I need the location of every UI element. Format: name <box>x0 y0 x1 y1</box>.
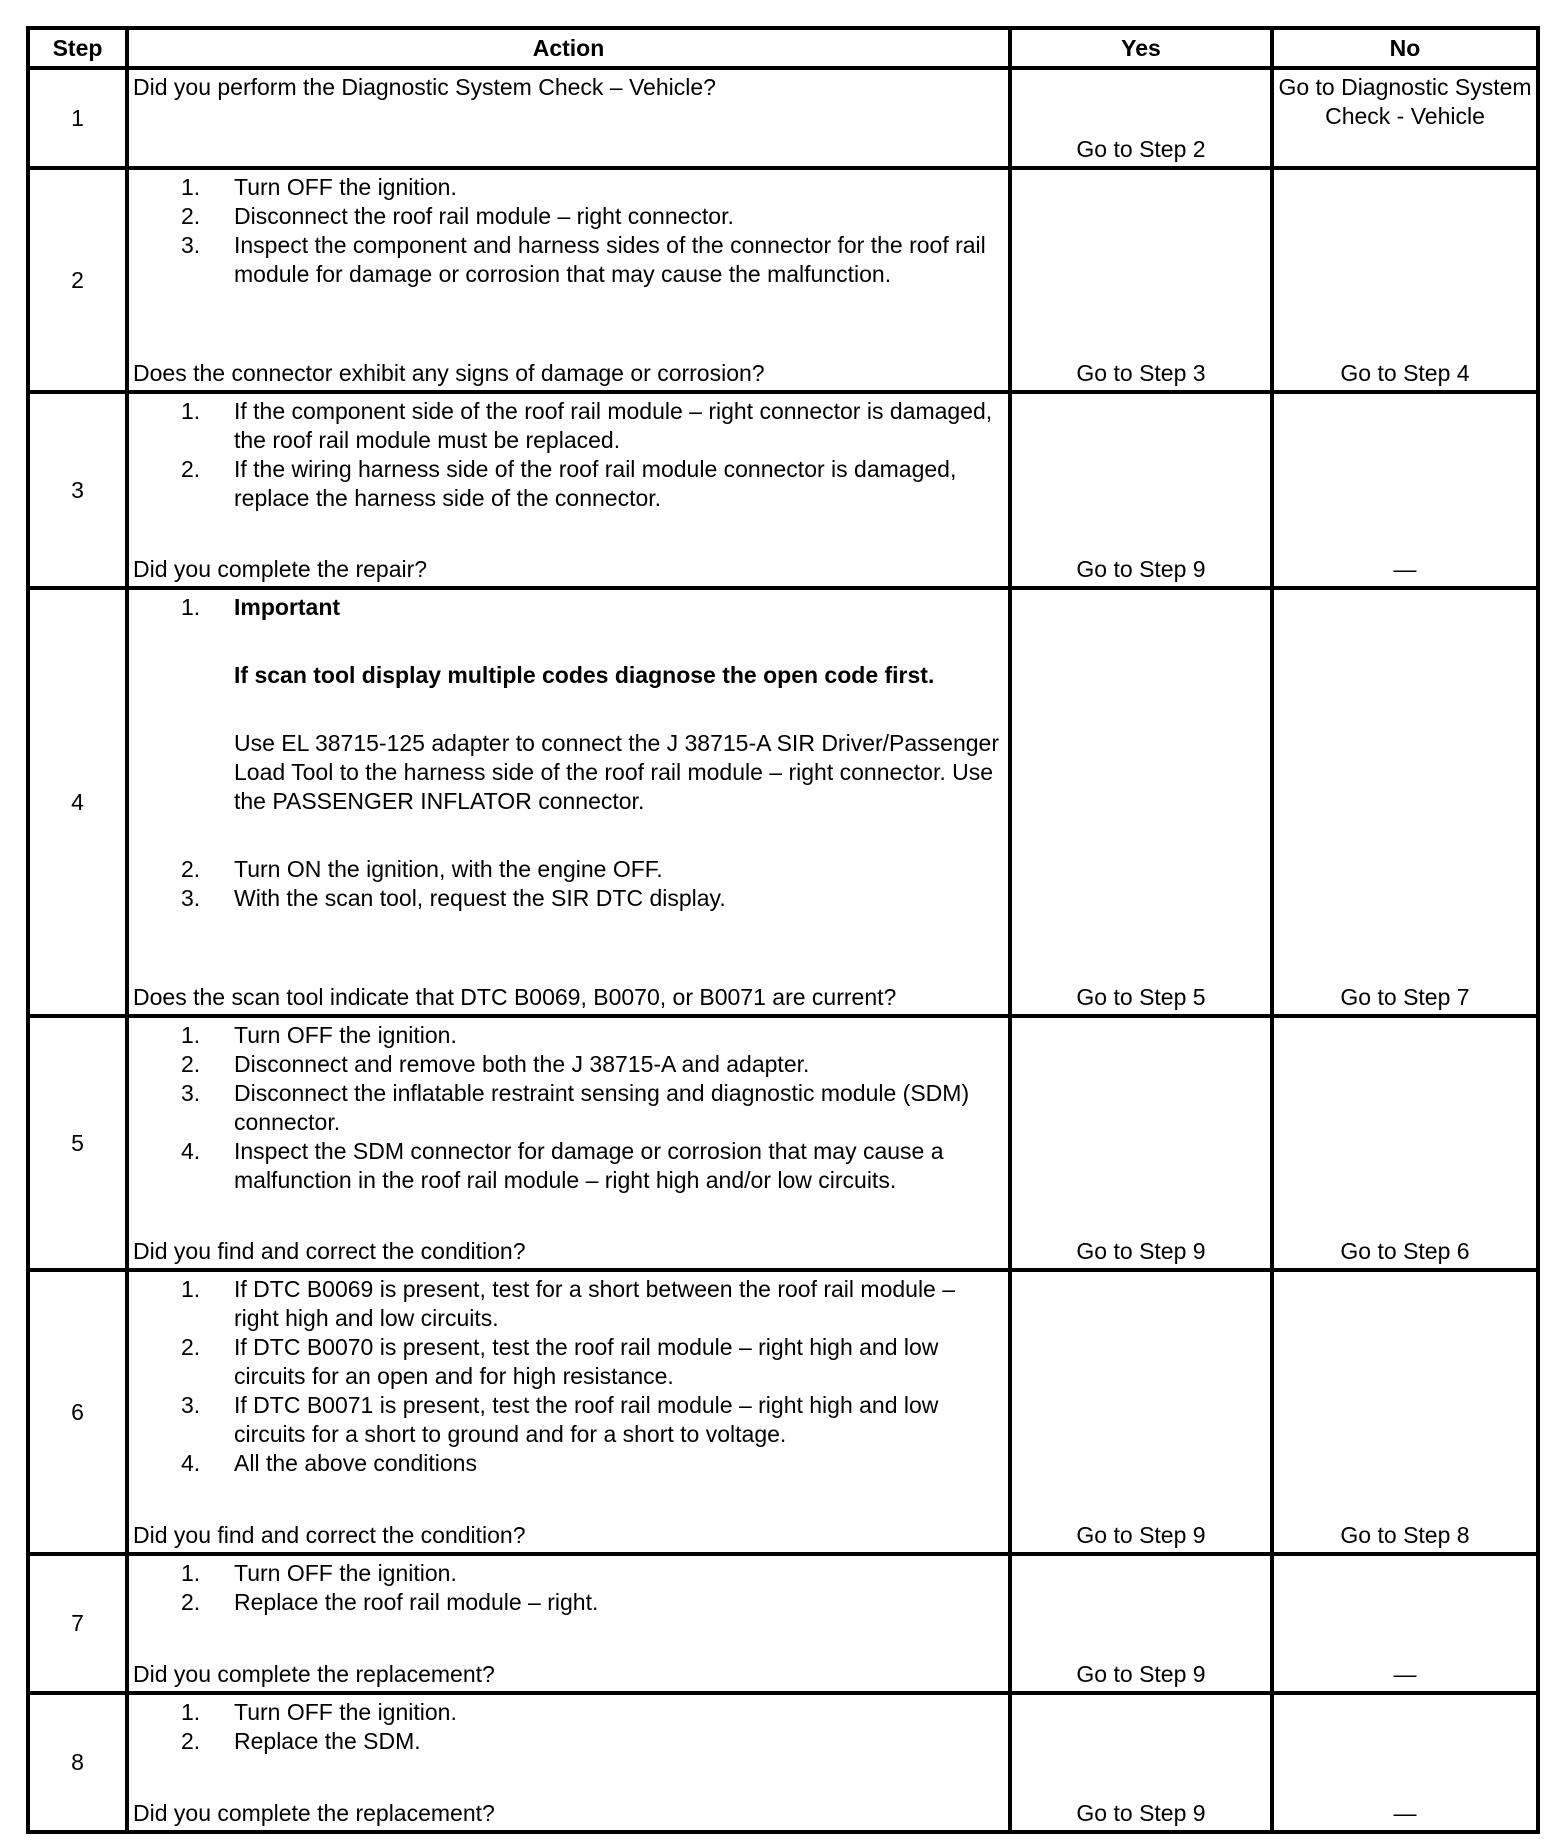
list-item: 2. Disconnect the roof rail module – right connector. <box>181 203 734 229</box>
no-dash: — <box>1393 556 1417 582</box>
table-row <box>28 68 1538 168</box>
list-item: 4. All the above conditions <box>181 1450 477 1476</box>
yes-cell <box>1010 392 1272 588</box>
list-item: 3. Inspect the component and harness sides of the connector for the roof rail module for damage or corrosion that may cause the malfunction. <box>181 232 986 287</box>
list-item: 2. Replace the roof rail module – right. <box>181 1589 599 1615</box>
list-item: 1. Turn OFF the ignition. <box>181 174 457 200</box>
no-link[interactable]: Go to Diagnostic System Check - Vehicle <box>1278 74 1532 129</box>
action-cell <box>127 1270 1010 1554</box>
list-item: 2. Turn ON the ignition, with the engine OFF. <box>181 856 663 882</box>
no-cell <box>1272 168 1538 392</box>
no-link[interactable]: Go to Step 6 <box>1340 1238 1470 1264</box>
step-list <box>133 397 1004 513</box>
no-cell <box>1272 1016 1538 1270</box>
list-item: 1. Turn OFF the ignition. <box>181 1560 457 1586</box>
step-list <box>133 1021 1004 1195</box>
no-cell <box>1272 68 1538 168</box>
step-number: 6 <box>28 1270 127 1554</box>
question-text: Does the connector exhibit any signs of damage or corrosion? <box>133 360 765 386</box>
list-item: 2. If DTC B0070 is present, test the roof rail module – right high and low circuits for an open and for high resistance. <box>181 1334 939 1389</box>
table-row <box>28 1016 1538 1270</box>
no-cell <box>1272 1693 1538 1832</box>
no-dash: — <box>1393 1800 1417 1826</box>
table-row <box>28 1270 1538 1554</box>
no-dash: — <box>1393 1661 1417 1687</box>
list-item: 3. If DTC B0071 is present, test the roof rail module – right high and low circuits for a short to ground and for a short to voltage. <box>181 1392 939 1447</box>
header-step: Step <box>28 28 127 68</box>
question-text: Did you find and correct the condition? <box>133 1522 526 1548</box>
yes-cell <box>1010 1554 1272 1693</box>
question-text: Did you complete the replacement? <box>133 1661 495 1687</box>
list-item: 1. If the component side of the roof rail module – right connector is damaged, the roof rail module must be replaced. <box>181 398 993 453</box>
yes-cell <box>1010 1270 1272 1554</box>
list-item: 1. Turn OFF the ignition. <box>181 1022 457 1048</box>
yes-cell <box>1010 1016 1272 1270</box>
no-link[interactable]: Go to Step 4 <box>1340 360 1470 386</box>
yes-link[interactable]: Go to Step 9 <box>1076 1800 1206 1826</box>
header-yes: Yes <box>1010 28 1272 68</box>
table-row <box>28 392 1538 588</box>
no-link[interactable]: Go to Step 8 <box>1340 1522 1470 1548</box>
action-cell <box>127 168 1010 392</box>
table-row <box>28 588 1538 1016</box>
action-cell <box>127 588 1010 1016</box>
step-list <box>133 173 1004 289</box>
important-heading: Important <box>234 594 341 620</box>
yes-cell <box>1010 168 1272 392</box>
yes-cell <box>1010 588 1272 1016</box>
table-row <box>28 1554 1538 1693</box>
question-text: Did you find and correct the condition? <box>133 1238 526 1264</box>
action-cell <box>127 1554 1010 1693</box>
list-item: 2. Disconnect and remove both the J 38715-A and adapter. <box>181 1051 810 1077</box>
yes-link[interactable]: Go to Step 3 <box>1076 360 1206 386</box>
no-cell <box>1272 1270 1538 1554</box>
no-cell <box>1272 1554 1538 1693</box>
step-number: 4 <box>28 588 127 1016</box>
table-row <box>28 1693 1538 1832</box>
no-link[interactable]: Go to Step 7 <box>1340 984 1470 1010</box>
action-cell <box>127 1016 1010 1270</box>
yes-link[interactable]: Go to Step 9 <box>1076 1522 1206 1548</box>
step-number: 8 <box>28 1693 127 1832</box>
yes-cell <box>1010 1693 1272 1832</box>
step-number: 3 <box>28 392 127 588</box>
yes-link[interactable]: Go to Step 5 <box>1076 984 1206 1010</box>
question-text: Did you perform the Diagnostic System Check – Vehicle? <box>133 74 716 100</box>
no-cell <box>1272 588 1538 1016</box>
step-list <box>133 1275 1004 1478</box>
list-item: 1. Turn OFF the ignition. <box>181 1699 457 1725</box>
step-number: 1 <box>28 68 127 168</box>
question-text: Did you complete the repair? <box>133 556 428 582</box>
header-action: Action <box>127 28 1010 68</box>
action-cell <box>127 392 1010 588</box>
list-item: 1. Important If scan tool display multiple codes diagnose the open code first. Use EL 38715-125 adapter to connect the J 38715-A SIR Driver/Passenger Load Tool to the harness side of the roof rail module – right connector. Use the PASSENGER INFLATOR connector. <box>133 593 1004 855</box>
list-item: 3. With the scan tool, request the SIR DTC display. <box>181 885 726 911</box>
yes-link[interactable]: Go to Step 9 <box>1076 1238 1206 1264</box>
step-list <box>133 1559 1004 1617</box>
header-no: No <box>1272 28 1538 68</box>
important-body: Use EL 38715-125 adapter to connect the J 38715-A SIR Driver/Passenger Load Tool to the harness side of the roof rail module – right connector. Use the PASSENGER INFLATOR connector. <box>234 730 999 814</box>
step-list <box>133 593 1004 913</box>
list-item: 3. Disconnect the inflatable restraint sensing and diagnostic module (SDM) connector. <box>181 1080 970 1135</box>
list-item: 1. If DTC B0069 is present, test for a short between the roof rail module – right high and low circuits. <box>181 1276 956 1331</box>
diagnostic-table <box>26 26 1540 1834</box>
step-number: 5 <box>28 1016 127 1270</box>
list-item: 2. Replace the SDM. <box>181 1728 421 1754</box>
step-number: 7 <box>28 1554 127 1693</box>
action-cell <box>127 68 1010 168</box>
no-cell <box>1272 392 1538 588</box>
question-text: Does the scan tool indicate that DTC B0069, B0070, or B0071 are current? <box>133 984 897 1010</box>
important-note: If scan tool display multiple codes diagnose the open code first. <box>234 662 935 688</box>
yes-cell <box>1010 68 1272 168</box>
table-row <box>28 168 1538 392</box>
yes-link[interactable]: Go to Step 9 <box>1076 556 1206 582</box>
list-item: 2. If the wiring harness side of the roof rail module connector is damaged, replace the harness side of the connector. <box>181 456 957 511</box>
question-text: Did you complete the replacement? <box>133 1800 495 1826</box>
yes-link[interactable]: Go to Step 9 <box>1076 1661 1206 1687</box>
action-cell <box>127 1693 1010 1832</box>
list-item: 4. Inspect the SDM connector for damage or corrosion that may cause a malfunction in the roof rail module – right high and/or low circuits. <box>181 1138 944 1193</box>
header-row <box>28 28 1538 68</box>
step-list <box>133 1698 1004 1756</box>
step-number: 2 <box>28 168 127 392</box>
yes-link[interactable]: Go to Step 2 <box>1076 136 1206 162</box>
